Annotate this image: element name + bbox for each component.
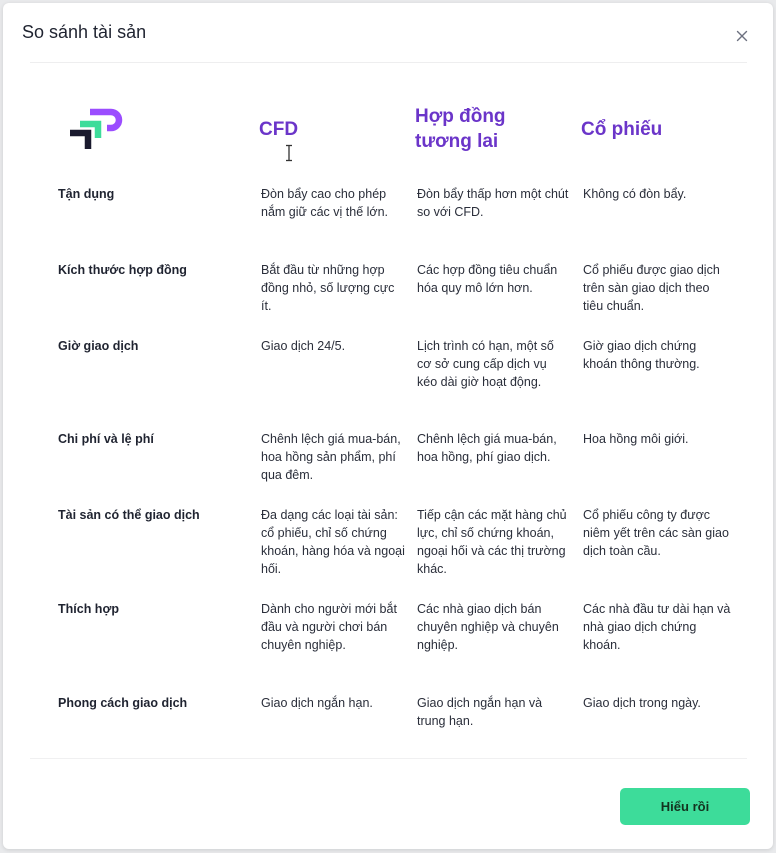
close-button[interactable] [729,23,755,49]
cell-trading-style-stocks: Giao dịch trong ngày. [583,696,701,710]
cell-leverage-stocks: Không có đòn bẩy. [583,187,687,201]
brand-logo-icon [67,107,125,153]
cell-tradable-assets-cfd: Đa dạng các loại tài sản: cổ phiếu, chỉ số chứng khoán, hàng hóa và ngoại hối. [261,508,405,576]
cell-suitable-for-stocks: Các nhà đầu tư dài hạn và nhà giao dịch chứng khoán. [583,602,731,652]
row-label-trading-hours: Giờ giao dịch [58,339,139,353]
cell-contract-size-futures: Các hợp đồng tiêu chuẩn hóa quy mô lớn hơn. [417,263,558,295]
modal-header [3,3,773,63]
cell-trading-hours-stocks: Giờ giao dịch chứng khoán thông thường. [583,339,700,371]
got-it-button[interactable]: Hiểu rồi [620,788,750,825]
cell-tradable-assets-stocks: Cổ phiếu công ty được niêm yết trên các sàn giao dịch toàn cầu. [583,508,729,558]
row-label-suitable-for: Thích hợp [58,602,119,616]
row-label-tradable-assets: Tài sản có thể giao dịch [58,508,200,522]
cell-suitable-for-futures: Các nhà giao dịch bán chuyên nghiệp và chuyên nghiệp. [417,602,559,652]
column-header-stocks: Cổ phiếu [581,119,663,140]
header-divider [30,62,747,63]
cell-leverage-futures: Đòn bẩy thấp hơn một chút so với CFD. [417,187,569,219]
cell-tradable-assets-futures: Tiếp cận các mặt hàng chủ lực, chỉ số chứng khoán, ngoại hối và các thị trường khác. [417,508,567,576]
cell-leverage-cfd: Đòn bẩy cao cho phép nắm giữ các vị thế lớn. [261,187,389,219]
row-label-contract-size: Kích thước hợp đồng [58,263,187,277]
cell-costs-fees-futures: Chênh lệch giá mua-bán, hoa hồng, phí giao dịch. [417,432,557,464]
row-label-leverage: Tận dụng [58,187,115,201]
compare-assets-modal [3,3,773,849]
cell-trading-hours-cfd: Giao dịch 24/5. [261,339,346,353]
footer-divider [30,758,747,759]
close-icon [736,30,748,42]
text-cursor-icon [283,144,295,162]
cell-suitable-for-cfd: Dành cho người mới bắt đầu và người chơi bán chuyên nghiệp. [261,602,397,652]
cell-costs-fees-cfd: Chênh lệch giá mua-bán, hoa hồng sản phẩm, phí qua đêm. [261,432,401,482]
cell-trading-style-futures: Giao dịch ngắn hạn và trung hạn. [417,696,543,728]
cell-trading-hours-futures: Lịch trình có hạn, một số cơ sở cung cấp dịch vụ kéo dài giờ hoạt động. [417,339,554,389]
cell-contract-size-stocks: Cổ phiếu được giao dịch trên sàn giao dịch theo tiêu chuẩn. [583,263,720,313]
column-header-futures: Hợp đồng tương lai [415,106,506,152]
modal-title: So sánh tài sản [22,22,147,42]
cell-contract-size-cfd: Bắt đầu từ những hợp đồng nhỏ, số lượng cực ít. [261,263,395,313]
row-label-costs-fees: Chi phí và lệ phí [58,432,154,446]
row-label-trading-style: Phong cách giao dịch [58,696,188,710]
column-header-cfd: CFD [259,119,299,140]
cell-costs-fees-stocks: Hoa hồng môi giới. [583,432,689,446]
cell-trading-style-cfd: Giao dịch ngắn hạn. [261,696,373,710]
